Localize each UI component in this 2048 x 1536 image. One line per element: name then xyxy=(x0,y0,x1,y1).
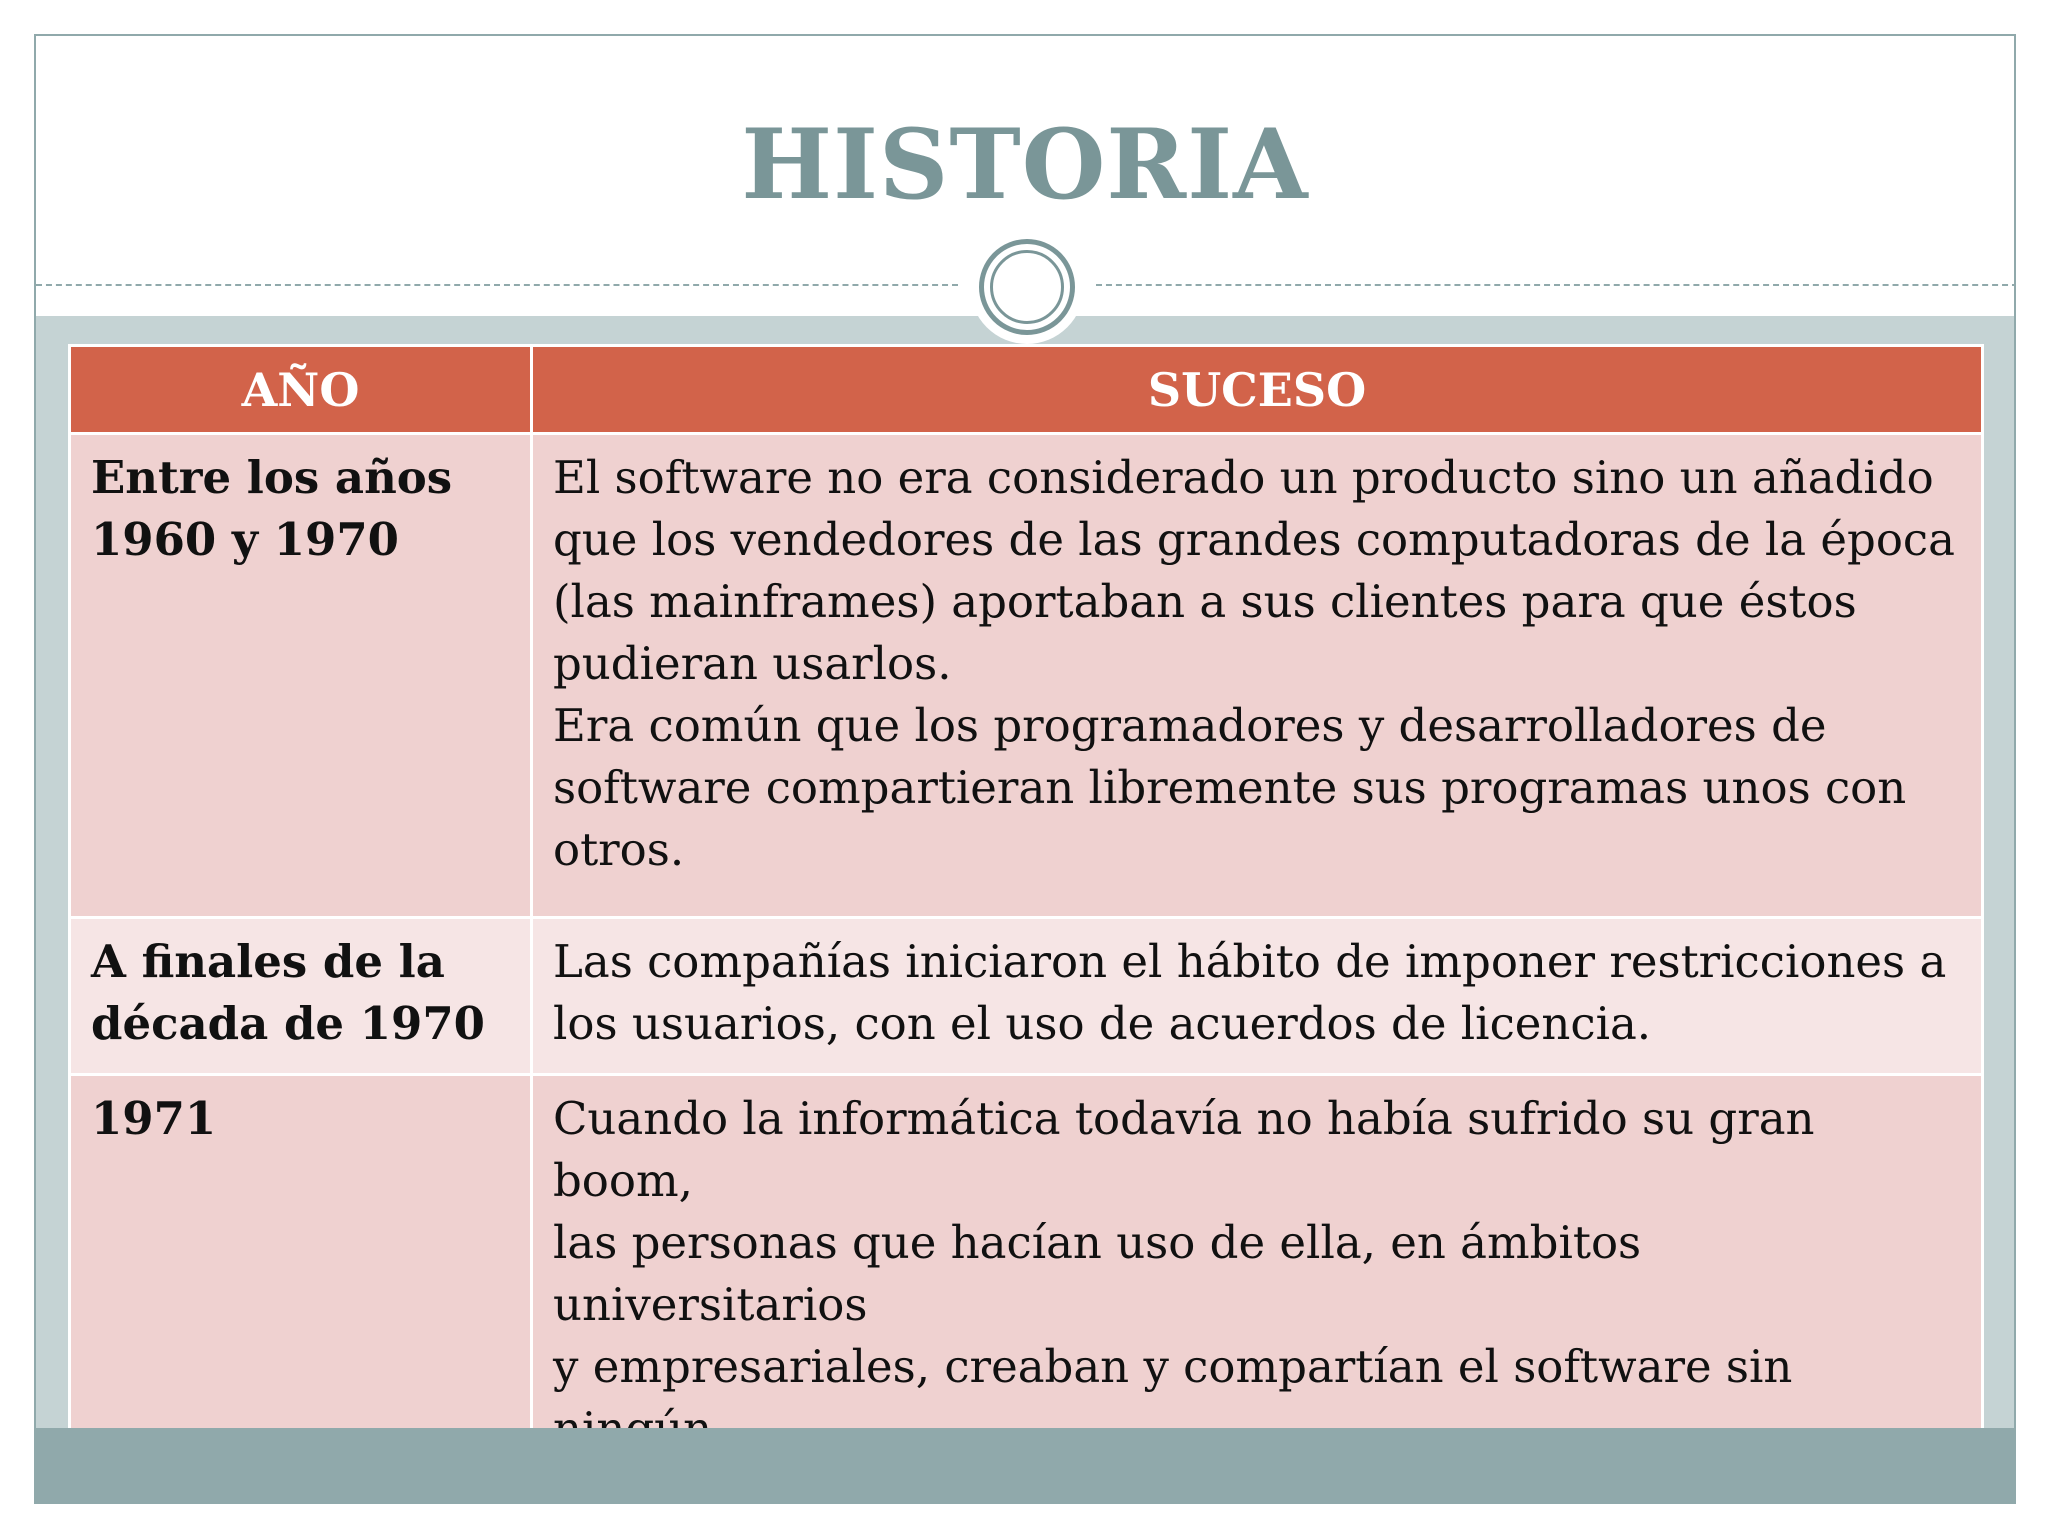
event-line: las personas que hacían uso de ella, en ámbitos universitarios xyxy=(553,1216,1642,1331)
event-line: Las compañías iniciaron el hábito de imponer restricciones a xyxy=(553,935,1947,988)
table-row xyxy=(70,434,1983,918)
event-line: otros. xyxy=(553,823,685,876)
year-line: década de 1970 xyxy=(91,997,485,1050)
table-header-row xyxy=(70,346,1983,434)
footer-bar xyxy=(36,1428,2014,1502)
event-line: (las mainframes) aportaban a sus clientes para que éstos xyxy=(553,575,1857,628)
table-row xyxy=(70,918,1983,1075)
year-line: Entre los años xyxy=(91,451,453,504)
event-line: que los vendedores de las grandes computadoras de la época xyxy=(553,513,1955,566)
event-line: los usuarios, con el uso de acuerdos de licencia. xyxy=(553,997,1652,1050)
event-cell xyxy=(532,434,1983,918)
event-line: El software no era considerado un producto sino un añadido xyxy=(553,451,1934,504)
event-line: y empresariales, creaban y compartían el software sin xyxy=(553,1340,1793,1393)
circle-ornament-icon xyxy=(970,230,1084,344)
year-cell xyxy=(70,434,532,918)
event-line: Era común que los programadores y desarrolladores de xyxy=(553,699,1827,752)
slide-title: HISTORIA xyxy=(741,108,1309,221)
header-event: SUCESO xyxy=(532,346,1983,434)
year-cell xyxy=(70,918,532,1075)
event-line: pudieran usarlos. xyxy=(553,637,952,690)
header-year: AÑO xyxy=(70,346,532,434)
event-line: Cuando la informática todavía no había sufrido su gran boom, xyxy=(553,1092,1815,1207)
event-line: software compartieran libremente sus programas unos con xyxy=(553,761,1907,814)
history-table xyxy=(68,344,1984,1504)
year-line: A finales de la xyxy=(91,935,445,988)
title-divider-right xyxy=(1096,284,2016,286)
title-divider-left xyxy=(36,284,958,286)
slide xyxy=(34,34,2016,1504)
ornament-inner-ring xyxy=(990,250,1064,324)
year-line: 1960 y 1970 xyxy=(91,513,399,566)
event-cell xyxy=(532,918,1983,1075)
year-line: 1971 xyxy=(91,1092,217,1145)
